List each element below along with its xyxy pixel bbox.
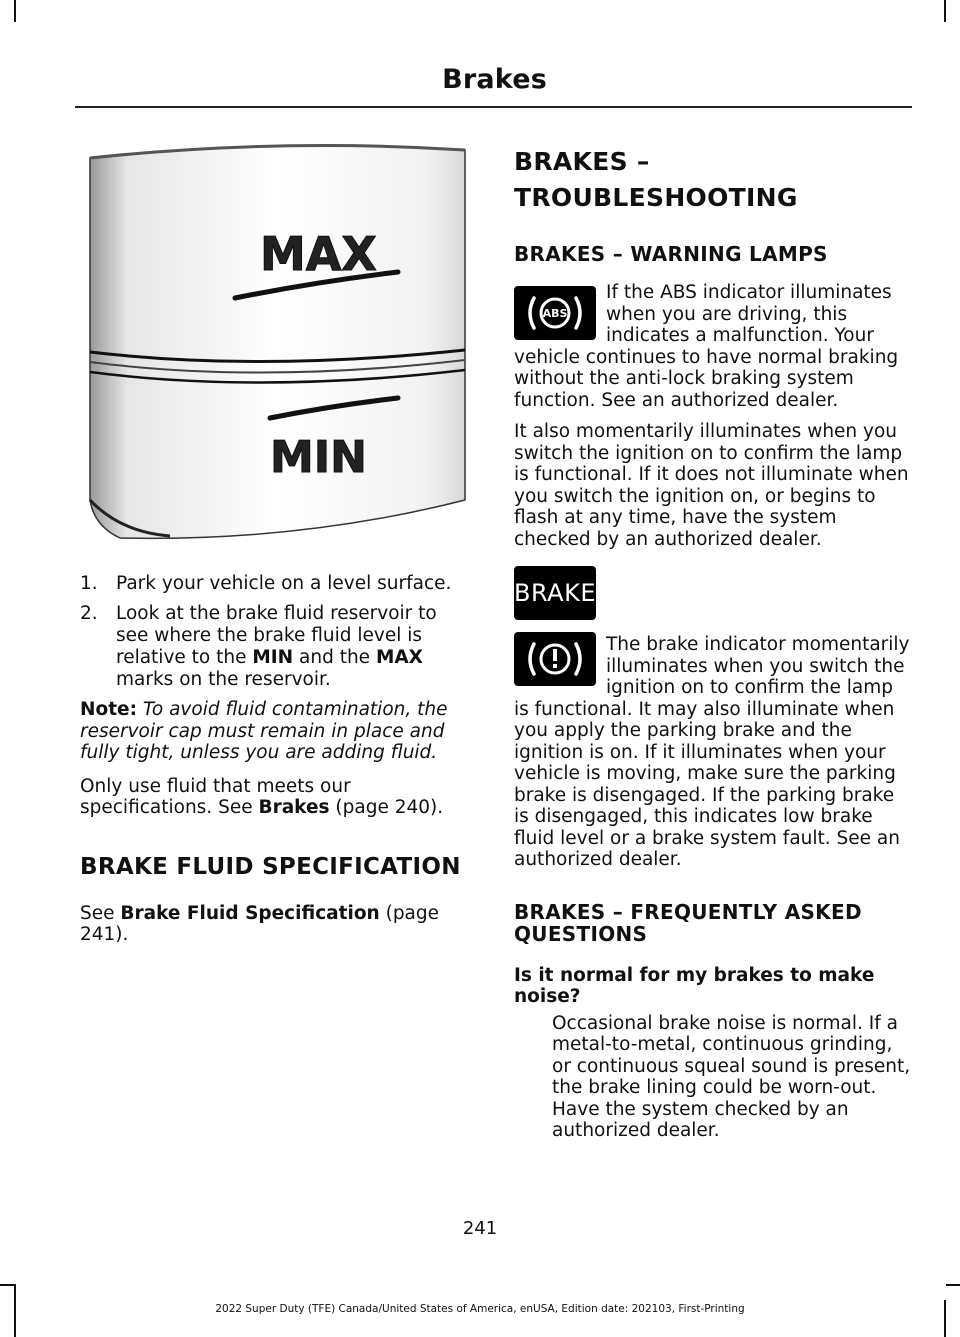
brake-exclamation-icon bbox=[520, 636, 590, 682]
edition-footer: 2022 Super Duty (TFE) Canada/United States of America, enUSA, Edition date: 202103, First-Printing bbox=[215, 1303, 745, 1315]
page-header bbox=[75, 62, 912, 108]
abs-lamp-text: ABS bbox=[542, 307, 568, 320]
fluid-spec-heading: BRAKE FLUID SPECIFICATION bbox=[80, 853, 461, 880]
note-label: Note: bbox=[80, 699, 137, 720]
step-text: and the bbox=[293, 647, 376, 668]
brake-warning-lamp-icon bbox=[514, 632, 596, 686]
fluid-spec-text: See bbox=[80, 902, 121, 924]
abs-warning-lamp-icon bbox=[514, 286, 596, 340]
brake-text-lamp-icon bbox=[514, 566, 596, 620]
heading-line: TROUBLESHOOTING bbox=[514, 183, 798, 212]
reservoir-svg bbox=[80, 140, 475, 545]
step-text: marks on the reservoir. bbox=[116, 669, 331, 690]
step-number: 2. bbox=[80, 603, 98, 624]
abs-paragraph-2: It also momentarily illuminates when you switch the ignition on to confirm the lamp is functional. If it does not illuminate when you switch the ignition on, or begins to flash at any time, have the system checked by an authorized dealer. bbox=[514, 421, 909, 550]
fluid-spec-paragraph bbox=[80, 903, 475, 946]
faq-answer: Occasional brake noise is normal. If a metal-to-metal, continuous grinding, or continuous squeal sound is present, the brake lining could be worn-out. Have the system checked by an authorized dealer. bbox=[552, 1012, 911, 1141]
left-column bbox=[80, 140, 475, 956]
note-text: To avoid fluid contamination, the reservoir cap must remain in place and fully tight, unless you are adding fluid. bbox=[80, 699, 448, 763]
brake-fluid-reservoir-illustration bbox=[80, 140, 475, 545]
step-text: Park your vehicle on a level surface. bbox=[116, 573, 452, 594]
crop-mark bbox=[14, 0, 16, 22]
brake-lamp-text: BRAKE bbox=[514, 579, 596, 607]
brake-paragraph: The brake indicator momentarily illuminates when you switch the ignition on to confirm the lamp is functional. It may also illuminate when you apply the parking brake and the ignition is on. If it illuminates when your vehicle is moving, make sure the parking brake is disengaged. If the parking brake is disengaged, this indicates low brake fluid level or a brake system fault. See an authorized dealer. bbox=[514, 634, 910, 870]
brake-block bbox=[514, 566, 912, 871]
fluid-spec-text: (page 241). bbox=[80, 902, 440, 945]
list-item bbox=[80, 573, 475, 595]
procedure-steps bbox=[80, 573, 475, 691]
step-text: Look at the brake fluid reservoir to see where the brake fluid level is relative to the bbox=[116, 603, 437, 668]
spec-text: (page 240). bbox=[329, 797, 444, 818]
faq-heading: BRAKES – FREQUENTLY ASKED QUESTIONS bbox=[514, 899, 862, 946]
crop-mark bbox=[946, 1284, 960, 1286]
crop-mark bbox=[0, 1284, 14, 1286]
brake-fluid-spec-link[interactable]: Brake Fluid Specification bbox=[120, 902, 380, 924]
brakes-link[interactable]: Brakes bbox=[258, 797, 330, 818]
troubleshooting-heading bbox=[514, 144, 912, 216]
max-keyword: MAX bbox=[375, 647, 423, 668]
page-number: 241 bbox=[462, 1218, 498, 1239]
crop-mark bbox=[944, 0, 946, 22]
abs-icon bbox=[520, 290, 590, 336]
min-mark-label: MIN bbox=[270, 432, 367, 483]
list-item bbox=[80, 603, 475, 691]
abs-block bbox=[514, 282, 912, 550]
min-keyword: MIN bbox=[252, 647, 294, 668]
max-mark-label: MAX bbox=[260, 227, 377, 281]
step-number: 1. bbox=[80, 573, 98, 594]
page-title: Brakes bbox=[442, 64, 547, 95]
heading-line: BRAKES – bbox=[514, 147, 650, 176]
note-paragraph bbox=[80, 699, 475, 764]
spec-paragraph bbox=[80, 776, 475, 819]
faq-question: Is it normal for my brakes to make noise? bbox=[514, 964, 875, 1007]
spec-text: Only use fluid that meets our specifications. See bbox=[80, 775, 351, 818]
abs-paragraph: If the ABS indicator illuminates when you are driving, this indicates a malfunction. Your vehicle continues to have normal braking without the anti-lock braking system function. See an authorized dealer. bbox=[514, 282, 899, 411]
warning-lamps-heading: BRAKES – WARNING LAMPS bbox=[514, 242, 828, 266]
right-column bbox=[514, 140, 912, 1142]
